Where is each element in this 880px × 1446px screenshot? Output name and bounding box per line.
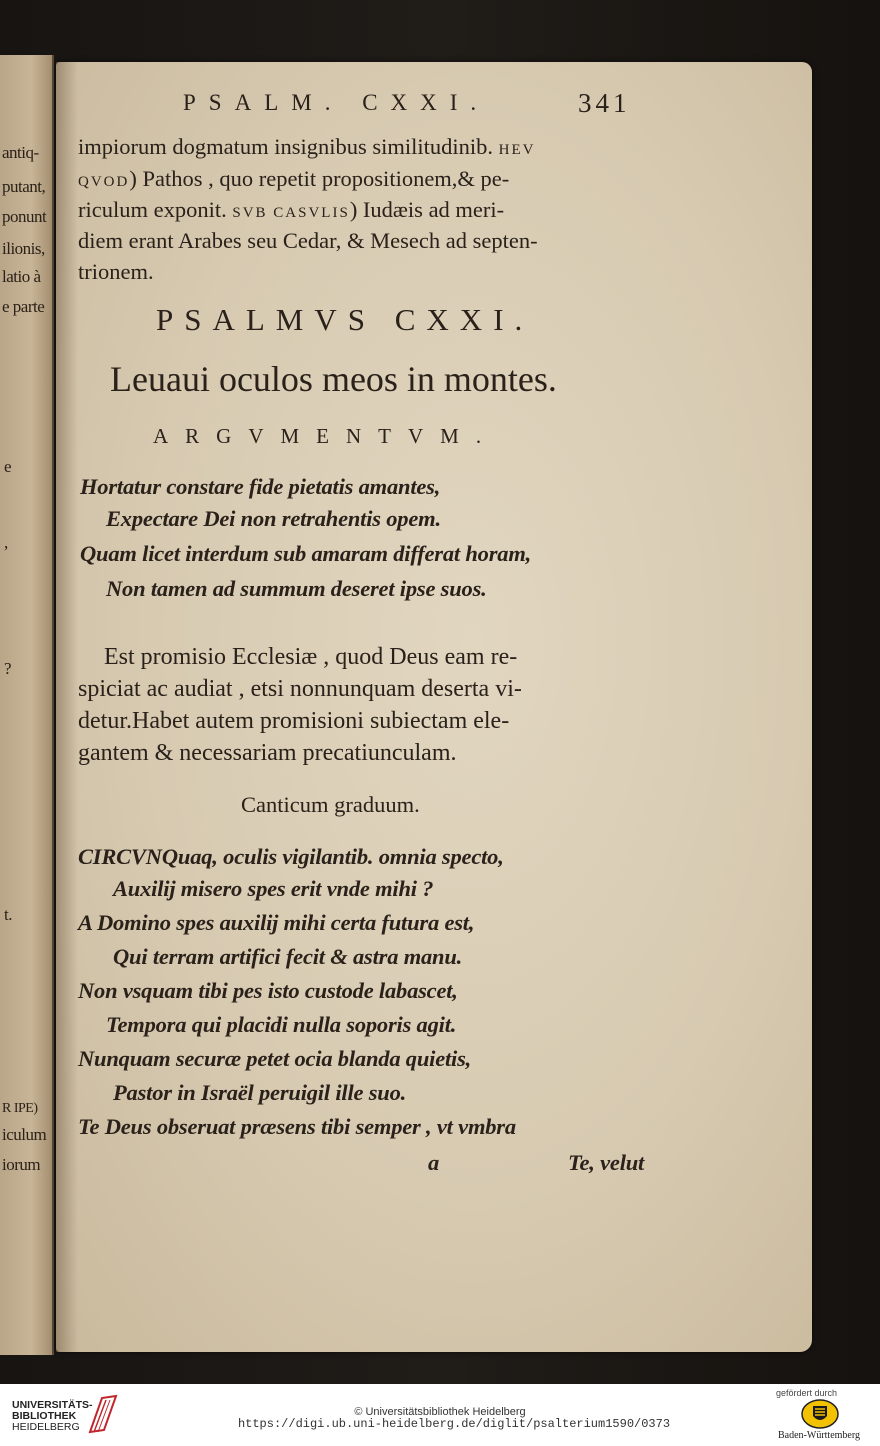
- logo-line: HEIDELBERG: [12, 1421, 80, 1433]
- prev-page-fragment: ilionis,: [2, 239, 45, 258]
- canticum-heading: Canticum graduum.: [241, 792, 420, 817]
- prev-page-fragment: latio à: [2, 267, 41, 286]
- text-line: QVOD) Pathos , quo repetit propositionem,& pe-: [78, 166, 510, 191]
- prev-page-fragment: iorum: [2, 1155, 41, 1174]
- running-head: PSALM. CXXI.: [183, 90, 490, 115]
- page-number: 341: [578, 88, 631, 118]
- prose-line: gantem & necessariam precatiunculam.: [78, 740, 457, 766]
- poem-line: Pastor in Israël peruigil ille suo.: [113, 1080, 407, 1105]
- text-line: trionem.: [78, 259, 154, 284]
- text-line: diem erant Arabes seu Cedar, & Mesech ad septen-: [78, 228, 538, 253]
- prev-page-fragment: e parte: [2, 297, 45, 316]
- prev-page-fragment: t.: [4, 905, 12, 924]
- prev-page-fragment: R IPE): [2, 1101, 38, 1116]
- poem-line: CIRCVNQuaq, oculis vigilantib. omnia specto,: [78, 844, 504, 869]
- funder-label: gefördert durch: [776, 1388, 838, 1398]
- prose-line: detur.Habet autem promisioni subiectam ele-: [78, 708, 510, 734]
- catchword: Te, velut: [568, 1150, 645, 1175]
- verse-line: Hortatur constare fide pietatis amantes,: [80, 474, 441, 499]
- permalink[interactable]: https://digi.ub.uni-heidelberg.de/diglit/psalterium1590/0373: [237, 1417, 671, 1431]
- poem-line: Auxilij misero spes erit vnde mihi ?: [113, 876, 434, 901]
- poem-line: Nunquam securæ petet ocia blanda quietis,: [78, 1046, 472, 1071]
- previous-page-edge: [0, 55, 54, 1355]
- funder-name: Baden-Württemberg: [778, 1430, 861, 1441]
- verse-line: Expectare Dei non retrahentis opem.: [106, 506, 441, 531]
- prev-page-fragment: iculum: [2, 1125, 47, 1144]
- logo-line: BIBLIOTHEK: [12, 1410, 77, 1422]
- poem-line: Non vsquam tibi pes isto custode labascet,: [78, 978, 458, 1003]
- verse-line: Non tamen ad summum deseret ipse suos.: [106, 576, 487, 601]
- copyright-notice: © Universitätsbibliothek Heidelberg: [354, 1406, 526, 1418]
- prose-line: spiciat ac audiat , etsi nonnunquam deserta vi-: [78, 676, 522, 702]
- poem-line: Tempora qui placidi nulla soporis agit.: [106, 1012, 457, 1037]
- argument-heading: ARGVMENTVM.: [153, 424, 499, 448]
- prev-page-fragment: antiq-: [2, 143, 39, 162]
- poem-line: Te Deus obseruat præsens tibi semper , vt vmbra: [78, 1114, 516, 1139]
- poem-line: Qui terram artifici fecit & astra manu.: [113, 944, 463, 969]
- prev-page-fragment: putant,: [2, 177, 46, 196]
- prev-page-fragment: e: [4, 457, 12, 476]
- prev-page-fragment: ponunt: [2, 207, 47, 226]
- page-gutter-shadow: [56, 62, 78, 1352]
- prose-line: Est promisio Ecclesiæ , quod Deus eam re-: [104, 644, 518, 670]
- prev-page-fragment: ,: [4, 533, 8, 552]
- psalm-title: PSALMVS CXXI.: [156, 302, 534, 337]
- coat-of-arms-icon: [800, 1398, 840, 1430]
- logo-line: UNIVERSITÄTS-: [12, 1399, 93, 1411]
- text-line: riculum exponit. SVB CASVLIS) Iudæis ad meri-: [78, 197, 505, 222]
- psalm-incipit: Leuaui oculos meos in montes.: [110, 359, 557, 399]
- poem-line: A Domino spes auxilij mihi certa futura est,: [78, 910, 475, 935]
- prev-page-fragment: ?: [4, 659, 12, 678]
- signature-mark: a: [428, 1150, 440, 1175]
- viewer-footer: [0, 1384, 880, 1446]
- verse-line: Quam licet interdum sub amaram differat horam,: [80, 541, 532, 566]
- text-line: impiorum dogmatum insignibus similitudinib. HEV: [78, 134, 536, 159]
